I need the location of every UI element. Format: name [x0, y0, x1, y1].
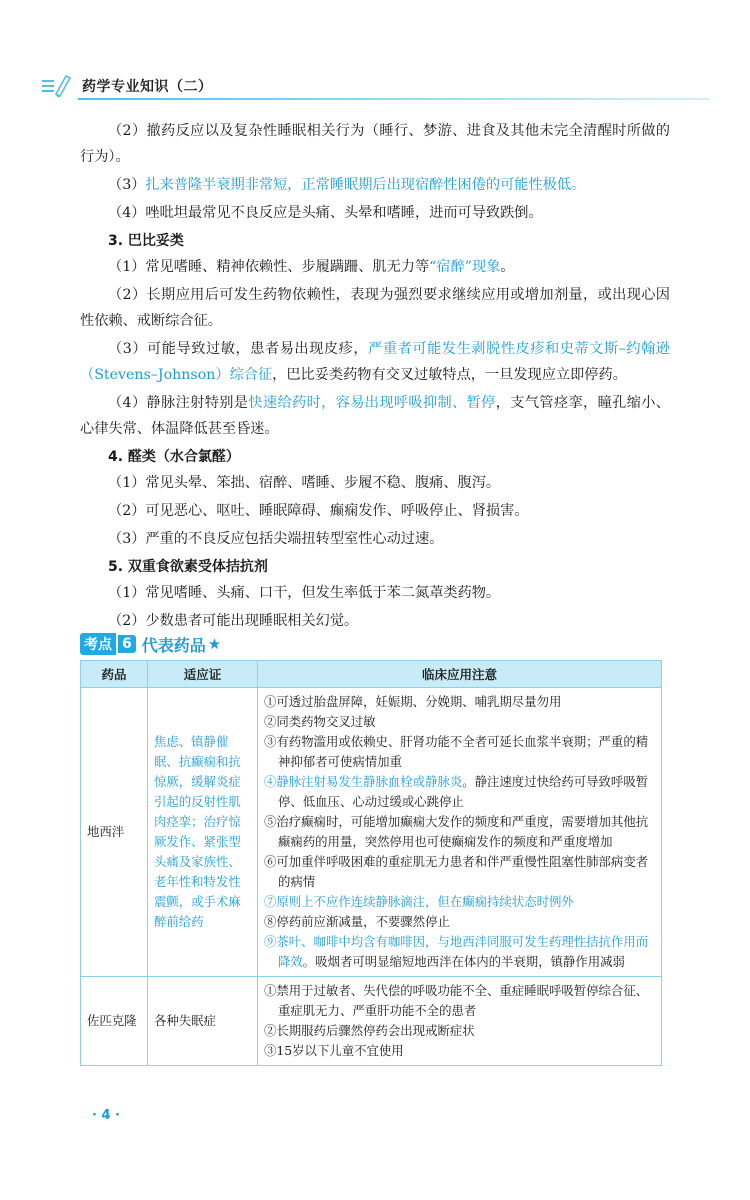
note-item: ④静脉注射易发生静脉血栓或静脉炎。静注速度过快给药可导致呼吸暂停、低血压、心动过缓或心跳停止: [264, 774, 649, 809]
note-item: ③有药物滥用或依赖史、肝肾功能不全者可延长血浆半衰期；严重的精神抑郁者可使病情加重: [264, 734, 649, 769]
note-item: ①可透过胎盘屏障，妊娠期、分娩期、哺乳期尽量勿用: [264, 694, 562, 709]
drug-name: 佐匹克隆: [81, 977, 148, 1066]
note-item: ⑨茶叶、咖啡中均含有咖啡因，与地西泮同服可发生药理性拮抗作用而降效。吸烟者可明显缩短地西泮在体内的半衰期，镇静作用减弱: [264, 934, 649, 969]
drug-table: [80, 660, 662, 1066]
note-item: ①禁用于过敏者、失代偿的呼吸功能不全、重症睡眠呼吸暂停综合征、重症肌无力、严重肝功能不全的患者: [264, 983, 649, 1018]
paragraph: （1）常见嗜睡、精神依赖性、步履蹒跚、肌无力等“宿醉”现象。: [108, 259, 515, 275]
subheading: 4. 醛类（水合氯醛）: [108, 449, 240, 465]
paragraph: （3）可能导致过敏，患者易出现皮疹，严重者可能发生剥脱性皮疹和史蒂文斯–约翰逊（Stevens–Johnson）综合征，巴比妥类药物有交叉过敏特点，一旦发现应立即停药。: [80, 341, 670, 383]
note-item: ②长期服药后骤然停药会出现戒断症状: [264, 1023, 475, 1038]
highlight-text: “宿醉”现象: [429, 259, 501, 275]
note-item: ⑥可加重伴呼吸困难的重症肌无力患者和伴严重慢性阻塞性肺部病变者的病情: [264, 854, 649, 889]
highlight-text: 快速给药时，容易出现呼吸抑制、暂停: [248, 395, 496, 411]
paragraph: （1）常见头晕、笨拙、宿醉、嗜睡、步履不稳、腹痛、腹泻。: [108, 475, 501, 491]
subheading: 3. 巴比妥类: [108, 233, 184, 249]
page-header: [0, 66, 750, 106]
paragraph: （2）少数患者可能出现睡眠相关幻觉。: [108, 613, 359, 629]
subheading: 5. 双重食欲素受体拮抗剂: [108, 559, 268, 575]
column-header: 临床应用注意: [258, 661, 662, 688]
star-icon: ★: [207, 635, 222, 653]
paragraph: （1）常见嗜睡、头痛、口干，但发生率低于苯二氮䓬类药物。: [108, 585, 501, 601]
notebook-pen-icon: [40, 72, 74, 98]
header-rule: [78, 98, 710, 100]
drug-notes: [258, 688, 662, 977]
section-label: [80, 632, 221, 656]
table-row: [81, 688, 662, 977]
page-number: · 4 ·: [92, 1108, 120, 1123]
drug-notes: [258, 977, 662, 1066]
paragraph: （4）唑吡坦最常见不良反应是头痛、头晕和嗜睡，进而可导致跌倒。: [108, 205, 543, 221]
note-item: ③15岁以下儿童不宜使用: [264, 1043, 404, 1058]
highlight-text: 扎来普隆半衰期非常短，正常睡眠期后出现宿醉性困倦的可能性极低。: [145, 177, 586, 193]
paragraph: （4）静脉注射特别是快速给药时，容易出现呼吸抑制、暂停，支气管痉挛，瞳孔缩小、心律失常、体温降低甚至昏迷。: [80, 395, 670, 437]
page-header-title: 药学专业知识（二）: [82, 79, 213, 95]
section-tag: 考点: [80, 633, 116, 655]
drug-name: 地西泮: [81, 688, 148, 977]
paragraph: （3）严重的不良反应包括尖端扭转型室性心动过速。: [108, 531, 444, 547]
column-header: 适应证: [148, 661, 258, 688]
paragraph: （2）撤药反应以及复杂性睡眠相关行为（睡行、梦游、进食及其他未完全清醒时所做的行为）。: [80, 123, 670, 165]
paragraph: （2）长期应用后可发生药物依赖性，表现为强烈要求继续应用或增加剂量，或出现心因性依赖、戒断综合征。: [80, 287, 670, 329]
column-header: 药品: [81, 661, 148, 688]
drug-indication: 各种失眠症: [148, 977, 258, 1066]
paragraph: （3）扎来普隆半衰期非常短，正常睡眠期后出现宿醉性困倦的可能性极低。: [108, 177, 586, 193]
note-item: ②同类药物交叉过敏: [264, 714, 376, 729]
paragraph: （2）可见恶心、呕吐、睡眠障碍、癫痫发作、呼吸停止、肾损害。: [108, 503, 529, 519]
section-number: 6: [118, 635, 136, 653]
table-row: [81, 977, 662, 1066]
table-header-row: [81, 661, 662, 688]
body-text: [80, 118, 670, 634]
highlight-text: 严重者可能发生剥脱性皮疹和史蒂文斯–约翰逊（Stevens–Johnson）综合征: [80, 341, 670, 383]
note-item: ⑤治疗癫痫时，可能增加癫痫大发作的频度和严重度，需要增加其他抗癫痫药的用量，突然停用也可使癫痫发作的频度和严重度增加: [264, 814, 649, 849]
note-item: ⑦原则上不应作连续静脉滴注，但在癫痫持续状态时例外: [264, 894, 574, 909]
note-item: ⑧停药前应渐减量，不要骤然停止: [264, 914, 450, 929]
section-title: 代表药品: [141, 635, 206, 655]
drug-indication: 焦虑、镇静催眠、抗癫痫和抗惊厥，缓解炎症引起的反射性肌肉痉挛；治疗惊厥发作、紧张型头痛及家族性、老年性和特发性震颤，或手术麻醉前给药: [148, 688, 258, 977]
